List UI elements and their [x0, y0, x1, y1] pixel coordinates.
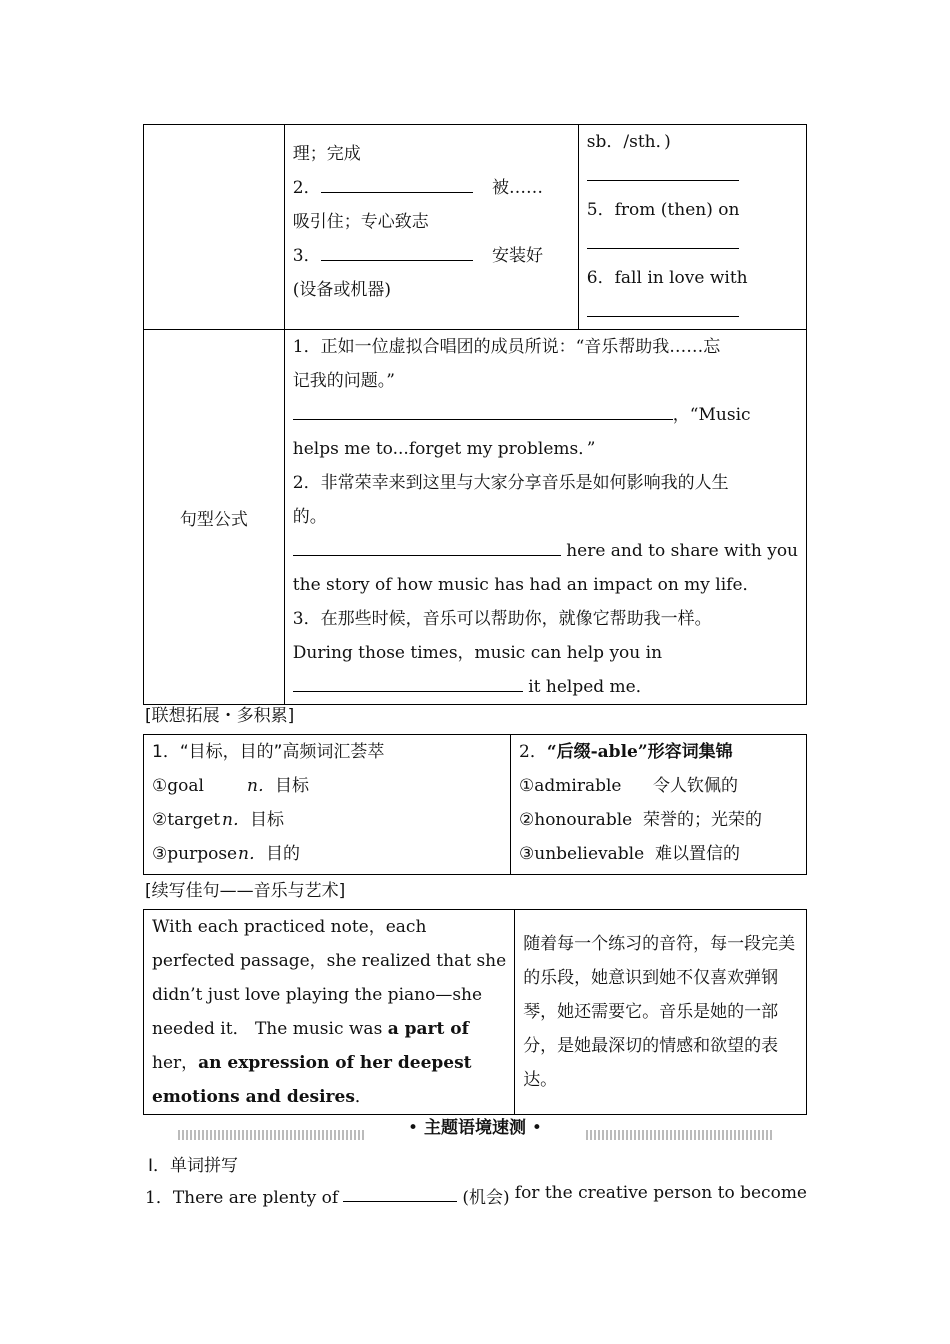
phrase-item-2 — [293, 171, 570, 205]
sentence-pattern-label: 句型公式 — [144, 330, 285, 705]
writing-en: perfected passage，she realized that she — [152, 951, 507, 971]
sentence-en — [293, 670, 798, 704]
writing-en — [152, 1080, 506, 1114]
blank-line — [587, 227, 798, 261]
vocab-item — [519, 837, 798, 871]
phrase-cell-right — [578, 125, 806, 330]
answer-blank[interactable] — [587, 230, 739, 249]
vocab-word: ③purpose — [152, 844, 238, 864]
writing-en: With each practiced note，each — [152, 917, 427, 937]
phrase-text: 5．from (then) on — [586, 200, 740, 220]
phrase-text: 吸引住；专心致志 — [292, 212, 429, 232]
answer-blank[interactable] — [293, 673, 523, 692]
answer-blank[interactable] — [343, 1183, 457, 1202]
phrase-text: 理；完成 — [292, 144, 361, 164]
vocab-meaning: 荣誉的；光荣的 — [643, 810, 762, 830]
writing-en-cell — [144, 910, 515, 1115]
phrase-text: (设备或机器) — [292, 280, 392, 300]
phrase-text: 6．fall in love with — [586, 268, 748, 288]
banner-dot-icon: • — [531, 1118, 542, 1138]
phrase-text: sb．/sth．) — [586, 132, 671, 152]
vocab-word: ③unbelievable — [519, 844, 645, 864]
bold-text: an expression of her deepest — [198, 1053, 472, 1073]
phrase-meaning: 安装好 — [492, 246, 544, 266]
sentence-cn: 1．正如一位虚拟合唱团的成员所说：“音乐帮助我……忘 — [292, 337, 721, 357]
vocab-meaning: 难以置信的 — [655, 844, 740, 864]
title-text: “后缀-able”形容词集锦 — [546, 742, 733, 762]
writing-en: didn’t just love playing the piano—she — [152, 985, 483, 1005]
vocab-right-title — [519, 735, 798, 769]
sentence-text: ，“Music — [672, 405, 751, 425]
vocab-meaning: 目标 — [249, 810, 284, 830]
part-title: Ⅰ．单词拼写 — [148, 1156, 239, 1176]
banner-text: 主题语境速测 — [424, 1118, 526, 1138]
vocab-item — [152, 803, 502, 837]
sentence-text: it helped me． — [522, 677, 653, 697]
phrase-cell-middle — [284, 125, 578, 330]
sentence-en: During those times，music can help you in — [292, 643, 663, 663]
writing-cn: 随着每一个练习的音符，每一段完美 — [523, 934, 796, 954]
vocab-right-cell — [511, 735, 807, 875]
sentence-cn: 2．非常荣幸来到这里与大家分享音乐是如何影响我的人生 — [292, 473, 729, 493]
blank-line — [587, 159, 798, 193]
plain-text: her， — [152, 1053, 199, 1073]
sentence-cn: 的。 — [292, 507, 327, 527]
vocab-word: ②honourable — [519, 810, 633, 830]
writing-cn: 琴，她还需要它。音乐是她的一部 — [523, 1002, 779, 1022]
sentence-en: the story of how music has had an impact on my life． — [292, 575, 760, 595]
vocab-word: ②target — [152, 810, 221, 830]
sentence-en: helps me to...forget my problems．” — [292, 439, 596, 459]
answer-blank[interactable] — [293, 401, 673, 420]
banner-dot-icon: • — [408, 1118, 419, 1138]
blank-line — [587, 295, 798, 329]
vocab-meaning: 目标 — [274, 776, 309, 796]
vocab-pos: n． — [247, 776, 275, 796]
item-number: 2． — [519, 742, 547, 762]
writing-table — [143, 909, 807, 1115]
phrase-table — [143, 124, 807, 705]
sentence-text: here and to share with you — [560, 541, 798, 561]
vocab-word: ①goal — [152, 776, 204, 796]
item-number: 3． — [292, 246, 321, 266]
phrase-item-3 — [293, 239, 570, 273]
plain-text: ． — [354, 1087, 372, 1107]
writing-cn: 分，是她最深切的情感和欲望的表 — [523, 1036, 779, 1056]
question-text: 1．There are plenty of — [145, 1188, 339, 1208]
sentence-cn: 3．在那些时候，音乐可以帮助你，就像它帮助我一样。 — [292, 609, 712, 629]
vocab-meaning: 目的 — [265, 844, 300, 864]
vocab-item — [152, 837, 502, 871]
sentence-pattern-cell — [284, 330, 806, 705]
vocab-left-cell — [144, 735, 511, 875]
vocab-item — [152, 769, 502, 803]
vocab-pos: n． — [222, 810, 250, 830]
banner-title — [365, 1115, 585, 1141]
vocab-meaning: 令人钦佩的 — [653, 776, 738, 796]
sentence-en — [293, 534, 798, 568]
section-heading-vocab: [联想拓展・多积累] — [145, 706, 295, 726]
vocab-word: ①admirable — [519, 776, 622, 796]
bold-text: emotions and desires — [152, 1087, 355, 1107]
writing-cn: 的乐段，她意识到她不仅喜欢弹钢 — [523, 968, 779, 988]
answer-blank[interactable] — [321, 242, 473, 261]
vocab-item — [519, 769, 798, 803]
vocab-table — [143, 734, 807, 875]
sentence-cn: 记我的问题。” — [292, 371, 395, 391]
sentence-en — [293, 398, 798, 432]
vocab-left-title: 1．“目标，目的”高频词汇荟萃 — [152, 742, 385, 762]
item-number: 2． — [292, 178, 321, 198]
bold-text: a part of — [387, 1019, 469, 1039]
empty-label-cell — [144, 125, 285, 330]
writing-cn-cell — [515, 910, 807, 1115]
answer-blank[interactable] — [587, 298, 739, 317]
answer-blank[interactable] — [321, 174, 473, 193]
question-text: for the creative person to become — [514, 1183, 807, 1203]
question-1 — [145, 1183, 807, 1208]
writing-en — [152, 1046, 506, 1080]
phrase-meaning: 被…… — [492, 178, 544, 198]
answer-blank[interactable] — [587, 162, 739, 181]
writing-cn: 达。 — [523, 1070, 558, 1090]
plain-text: needed it． The music was — [152, 1019, 388, 1039]
vocab-item — [519, 803, 798, 837]
section-heading-writing: [续写佳句——音乐与艺术] — [145, 881, 346, 901]
answer-blank[interactable] — [293, 537, 561, 556]
question-hint: (机会) — [462, 1188, 510, 1208]
vocab-pos: n． — [238, 844, 266, 864]
writing-en — [152, 1012, 506, 1046]
